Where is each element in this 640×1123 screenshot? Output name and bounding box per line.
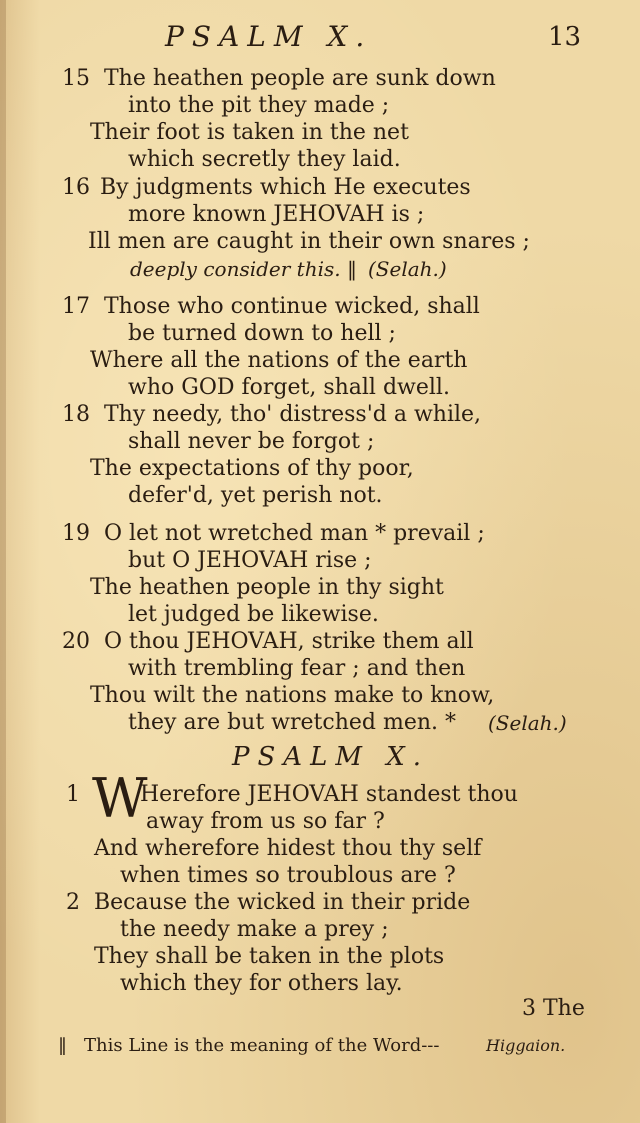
verse-line: into the pit they made ;: [128, 93, 390, 118]
verse-line: And wherefore hidest thou thy self: [94, 836, 482, 861]
verse-line: Herefore JEHOVAH standest thou: [140, 782, 518, 807]
verse-line: who GOD forget, shall dwell.: [128, 375, 450, 400]
verse-number: 19: [62, 521, 90, 546]
verse-line: Because the wicked in their pride: [94, 890, 471, 915]
verse-number: 1: [66, 782, 80, 807]
verse-line: which secretly they laid.: [128, 147, 401, 172]
footnote-mark: ‖: [58, 1035, 67, 1056]
catchword: 3 The: [522, 996, 585, 1021]
verse-number: 17: [62, 294, 90, 319]
verse-line: Thou wilt the nations make to know,: [90, 683, 495, 708]
running-header-title: PSALM X.: [165, 20, 373, 53]
verse-line: more known JEHOVAH is ;: [128, 202, 425, 227]
verse-line: Their foot is taken in the net: [90, 120, 409, 145]
footnote-word: Higgaion.: [486, 1036, 566, 1055]
verse-line: The expectations of thy poor,: [90, 456, 414, 481]
page-edge-shadow: [0, 0, 6, 1123]
verse-line: but O JEHOVAH rise ;: [128, 548, 372, 573]
verse-line: they are but wretched men. *: [128, 710, 457, 735]
verse-line: The heathen people are sunk down: [104, 66, 496, 91]
verse-line: O let not wretched man * prevail ;: [104, 521, 485, 546]
verse-number: 15: [62, 66, 90, 91]
verse-number: 2: [66, 890, 80, 915]
verse-line: when times so troublous are ?: [120, 863, 456, 888]
footnote-text: This Line is the meaning of the Word---: [84, 1035, 440, 1056]
verse-line: the needy make a prey ;: [120, 917, 389, 942]
verse-line: The heathen people in thy sight: [90, 575, 444, 600]
verse-line: Thy needy, tho' distress'd a while,: [104, 402, 482, 427]
verse-line: Those who continue wicked, shall: [104, 294, 480, 319]
verse-line: Ill men are caught in their own snares ;: [88, 229, 530, 254]
selah-mark: (Selah.): [368, 257, 447, 281]
verse-number: 20: [62, 629, 90, 654]
verse-line: They shall be taken in the plots: [94, 944, 445, 969]
page-number: 13: [548, 22, 582, 52]
selah-mark: (Selah.): [488, 711, 567, 735]
verse-line: defer'd, yet perish not.: [128, 483, 383, 508]
verse-line-italic: deeply consider this. ‖: [130, 257, 357, 281]
verse-line: Where all the nations of the earth: [90, 348, 468, 373]
verse-line: By judgments which He executes: [100, 175, 471, 200]
verse-line: away from us so far ?: [146, 809, 385, 834]
verse-line: shall never be forgot ;: [128, 429, 375, 454]
psalm-heading: PSALM X.: [232, 742, 430, 772]
verse-number: 18: [62, 402, 90, 427]
verse-line: O thou JEHOVAH, strike them all: [104, 629, 474, 654]
verse-line: with trembling fear ; and then: [128, 656, 466, 681]
drop-cap: W: [92, 767, 148, 830]
verse-line: which they for others lay.: [120, 971, 403, 996]
verse-line: be turned down to hell ;: [128, 321, 396, 346]
verse-number: 16: [62, 175, 90, 200]
verse-line: let judged be likewise.: [128, 602, 379, 627]
